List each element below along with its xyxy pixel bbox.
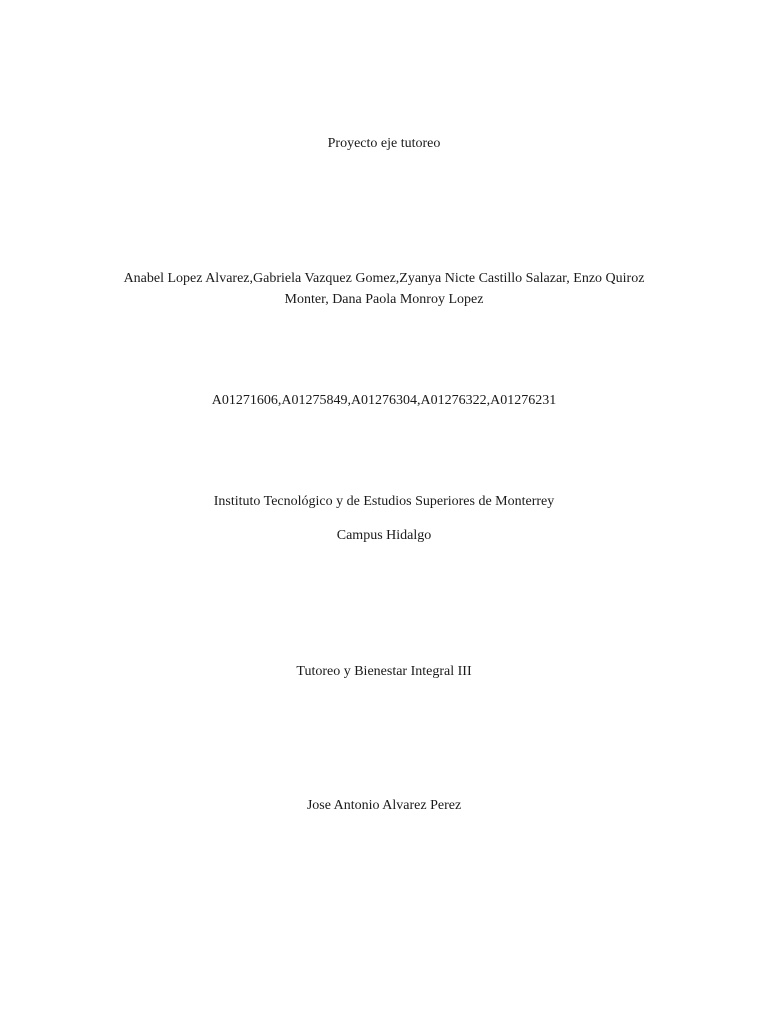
campus-name: Campus Hidalgo xyxy=(336,528,432,543)
student-ids: A01271606,A01275849,A01276304,A01276322,A01276231 xyxy=(211,393,557,408)
course-name: Tutoreo y Bienestar Integral III xyxy=(296,664,472,679)
authors-line-1: Anabel Lopez Alvarez,Gabriela Vazquez Gomez,Zyanya Nicte Castillo Salazar, Enzo Quiroz xyxy=(123,271,645,286)
instructor-name: Jose Antonio Alvarez Perez xyxy=(306,798,462,813)
institution-name: Instituto Tecnológico y de Estudios Superiores de Monterrey xyxy=(213,494,555,509)
document-title: Proyecto eje tutoreo xyxy=(327,136,441,151)
authors-line-2: Monter, Dana Paola Monroy Lopez xyxy=(284,292,484,307)
